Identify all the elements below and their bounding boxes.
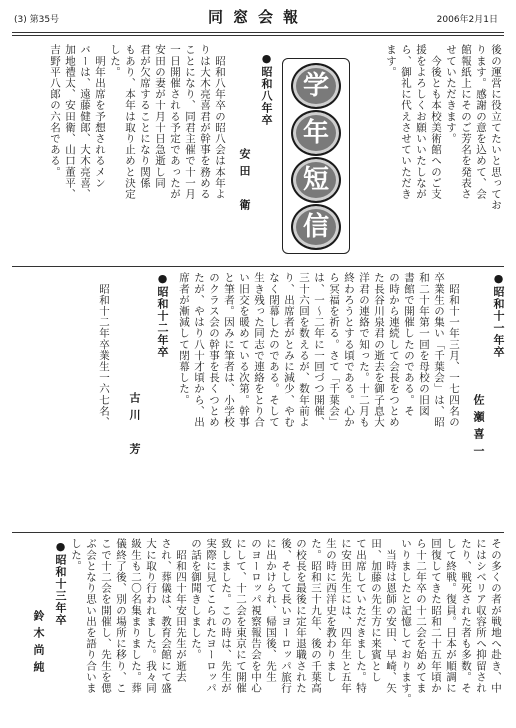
text-column: りは大木亮喜君が幹事を務める <box>199 44 211 200</box>
text-column: ことになり、同君主催で十一月 <box>184 44 196 200</box>
text-column: 昭和八年卒の昭八会は本年よ <box>214 44 226 200</box>
row-divider-1 <box>12 266 504 267</box>
text-column: と筆者。因みに筆者は、小学校 <box>223 272 235 428</box>
feature-title-char-3: 短 <box>291 157 341 203</box>
text-column: 昭和十一年三月、一七四名の <box>448 272 460 428</box>
text-column: 今後とも本校美術館へのご支 <box>430 44 442 200</box>
feature-title-box <box>282 58 350 254</box>
text-column: 書館で開催したのである。そ <box>403 272 415 417</box>
text-column: 回復してきた昭和二十五年頃か <box>430 538 442 694</box>
text-column: 卒業生の集い「千葉会」は、昭 <box>433 272 445 428</box>
text-column: 和二十年第一回を母校の旧図 <box>418 272 430 417</box>
text-column: 田、加藤の先生方に来賓とし <box>370 538 382 683</box>
text-column: 一日開催される予定であったが <box>169 44 181 200</box>
text-column: 級生も二〇名集まりました。葬 <box>130 538 142 694</box>
text-column: の時から連続して会長をつとめ <box>388 272 400 428</box>
text-column: い旧交を暖めている次第。幹事 <box>238 272 250 428</box>
text-column: 君が欠席することになり関係 <box>139 44 151 189</box>
text-column: 後、そして長いヨーロッパ旅行 <box>280 538 292 694</box>
text-column: いりましたと記憶しております。 <box>400 538 412 705</box>
text-column: の話を御聞きしました。 <box>190 538 202 661</box>
text-column: に安田先生には、四年生と五年 <box>340 538 352 694</box>
issue-date: 2006年2月1日 <box>436 15 498 25</box>
text-column: 館報紙上にそのご芳名を発表さ <box>460 44 472 200</box>
text-column: ぶ会となり思い出を語り合いま <box>85 538 97 694</box>
text-column: 儀終了後、別の場所に移り、こ <box>115 538 127 694</box>
text-column: その多くの者が戦地へ赴き、中 <box>490 538 502 694</box>
text-column: 洋君の連絡で知った。十二月も <box>358 272 370 428</box>
text-column: にはシベリア収容所へ抑留され <box>475 538 487 694</box>
text-column: 加地禮太、安田衛、山口董平、 <box>64 44 76 200</box>
text-column: ます。 <box>385 44 397 78</box>
section-author: 佐瀬喜一 <box>472 394 485 462</box>
text-column: は、一～二年に一回づつ開催、 <box>313 272 325 428</box>
text-column: ります。感謝の意を込めて、会 <box>475 44 487 200</box>
text-column: 明年出席を予想されるメン <box>94 44 106 189</box>
text-column: 終わろうとする頃である。心か <box>343 272 355 428</box>
text-column: にして、十二会を東京にて開催 <box>235 538 247 694</box>
text-column: て出席していただきました。特 <box>355 538 367 694</box>
text-column: のクラス会の幹事を長くつとめ <box>208 272 220 428</box>
header-rule <box>12 32 504 33</box>
text-column: の校長を最後に定年退職された <box>295 538 307 694</box>
page-header <box>0 0 516 40</box>
text-column: バーは、遠藤健郎、大木亮喜、 <box>79 44 91 200</box>
section-heading: ●昭和十一年卒 <box>492 272 505 358</box>
text-column: 援をよろしくお願いいたしなが <box>415 44 427 200</box>
row-divider-2 <box>12 532 504 533</box>
text-column: され、葬儀は、教育会館にて盛 <box>160 538 172 694</box>
header-rule-2 <box>12 35 504 36</box>
text-column: に出かけられ、帰国後、先生 <box>265 538 277 683</box>
text-column: もあり、本年は取り止めと決定 <box>124 44 136 200</box>
feature-title-char-1: 学 <box>291 63 341 109</box>
section-heading: ●昭和八年卒 <box>260 52 273 126</box>
text-column: ら十二年卒の十二会を始めてま <box>415 538 427 694</box>
text-column: ら冥福を祈る。さて「千葉会」 <box>328 272 340 428</box>
section-author: 安田 衛 <box>238 148 251 216</box>
text-column: 実際に見てこられたヨーロッパ <box>205 538 217 694</box>
newsletter-title: 同窓会報 <box>207 8 308 26</box>
text-column: なく閉幕したのである。そして <box>268 272 280 428</box>
text-column: 生き残った同志で連絡をとり合 <box>253 272 265 428</box>
text-column: 当時は恩師の安田、早崎、矢 <box>385 538 397 694</box>
text-column: たが、やはり八十才頃から、出 <box>193 272 205 428</box>
text-column: り、出席者がとみに減少、やむ <box>283 272 295 428</box>
text-column: ら、御礼に代えさせていただき <box>400 44 412 200</box>
text-column: した。 <box>109 44 121 78</box>
section-heading: ●昭和十三年卒 <box>54 540 67 626</box>
text-column: 大に取り行われました。我々同 <box>145 538 157 694</box>
text-column: した。 <box>70 538 82 572</box>
text-column: 吉野平八郎の六名である。 <box>49 44 61 178</box>
section-heading: ●昭和十二年卒 <box>156 272 169 358</box>
text-column: たり、戦死された者も多数。そ <box>460 538 472 694</box>
section-author: 古川 芳 <box>128 392 141 460</box>
text-column: 生の時に西洋史を教わりまし <box>325 538 337 683</box>
issue-number: (3) 第35号 <box>14 15 60 25</box>
text-column: 三十六回を数えるが、数年前よ <box>298 272 310 428</box>
text-column: して終戦。復員。日本が順調に <box>445 538 457 694</box>
feature-title-char-2: 年 <box>291 110 341 156</box>
text-column: 致しました。この時は、先生が <box>220 538 232 694</box>
text-column: た長谷川泉君の逝去を御子息大 <box>373 272 385 428</box>
text-column: のヨーロッパ視察報告会を中心 <box>250 538 262 694</box>
text-column: 後の運営に役立てたいと思ってお <box>490 44 502 211</box>
text-column: た。昭和三十九年、後の千葉高 <box>310 538 322 694</box>
text-column: こで十二会を開催し、先生を偲 <box>100 538 112 694</box>
feature-title-char-4: 信 <box>291 204 341 250</box>
text-column: せていただきます。 <box>445 44 457 144</box>
text-column: 昭和四十年安田先生が逝去 <box>175 538 187 683</box>
text-column: 昭和十二年卒業生一六七名、 <box>98 272 110 428</box>
text-column: 席者が漸減して閉幕した。 <box>178 272 190 406</box>
text-column: 安田の妻が十月十日急逝し同 <box>154 44 166 189</box>
section-author: 鈴木尚純 <box>32 610 45 678</box>
